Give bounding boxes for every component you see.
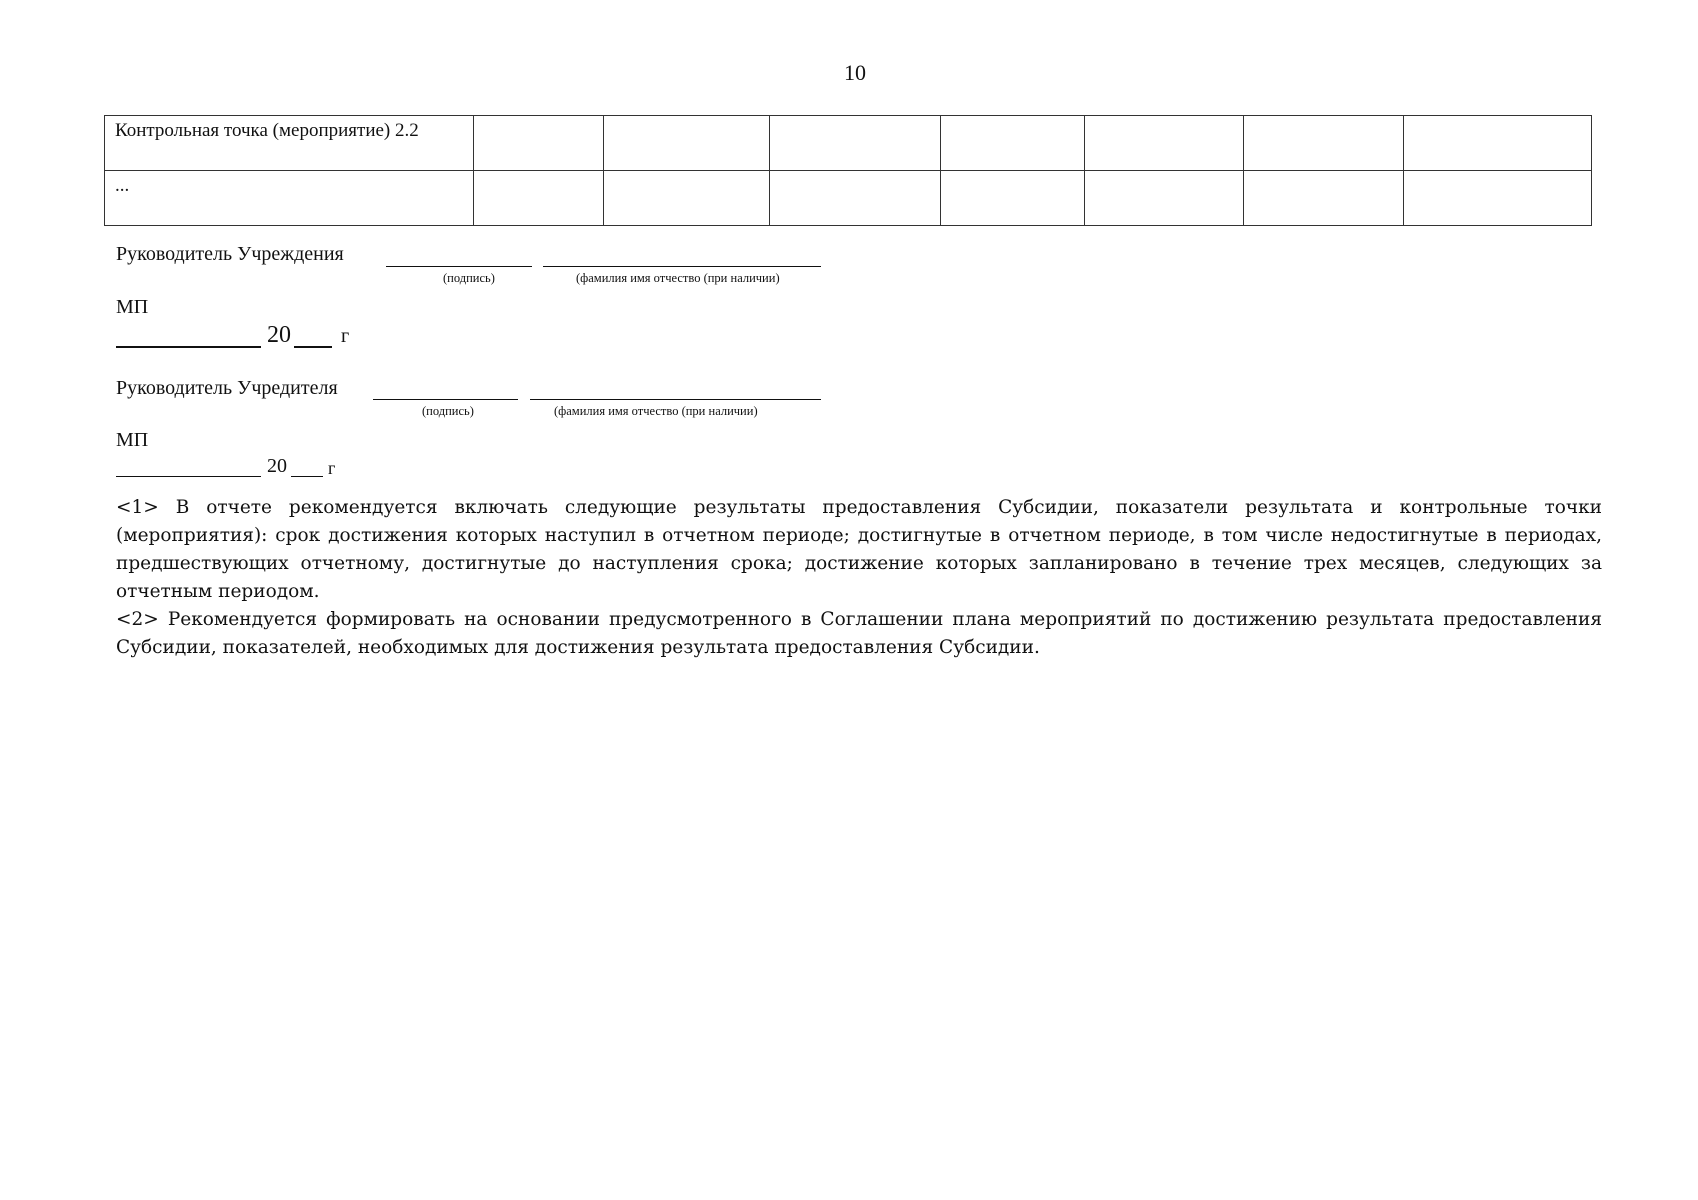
row-label: Контрольная точка (мероприятие) 2.2 xyxy=(105,116,474,171)
institution-signature-caption: (подпись) xyxy=(443,271,495,285)
institution-stamp-label: МП xyxy=(116,296,149,318)
row-label: ... xyxy=(105,171,474,226)
table-cell xyxy=(770,116,940,171)
founder-stamp-label: МП xyxy=(116,429,149,451)
table-row xyxy=(105,116,1592,171)
footnote-2: <2> Рекомендуется формировать на основании предусмотренного в Соглашении плана мероприятий по достижению результата предоставления Субсидии, показателей, необходимых для достижения результата предоставления Субсидии. xyxy=(116,609,1602,658)
institution-name-caption: (фамилия имя отчество (при наличии) xyxy=(576,271,780,285)
table-cell xyxy=(603,171,769,226)
institution-year-prefix: 20 xyxy=(267,322,291,348)
founder-year-suffix: г xyxy=(328,458,336,478)
table-cell xyxy=(1244,171,1403,226)
institution-signature-line[interactable] xyxy=(386,266,532,267)
founder-year-line[interactable] xyxy=(291,476,323,477)
report-table xyxy=(104,115,1592,226)
founder-signature-caption: (подпись) xyxy=(422,404,474,418)
institution-year-suffix: г xyxy=(341,325,350,347)
table-cell xyxy=(603,116,769,171)
founder-head-label: Руководитель Учредителя xyxy=(116,377,338,399)
table-cell xyxy=(473,116,603,171)
founder-signature-line[interactable] xyxy=(373,399,518,400)
institution-date-line[interactable] xyxy=(116,346,261,348)
table-cell xyxy=(1084,171,1243,226)
footnotes xyxy=(116,494,1602,662)
founder-name-line[interactable] xyxy=(530,399,821,400)
table-cell xyxy=(1244,116,1403,171)
institution-head-label: Руководитель Учреждения xyxy=(116,243,344,265)
table-cell xyxy=(1403,116,1591,171)
founder-date-line[interactable] xyxy=(116,476,261,477)
table-cell xyxy=(770,171,940,226)
table-row xyxy=(105,171,1592,226)
footnote-1: <1> В отчете рекомендуется включать следующие результаты предоставления Субсидии, показатели результата и контрольные точки (мероприятия): срок достижения которых наступил в отчетном периоде; достигнутые в отчетном периоде, в том числе недостигнутые в периодах, предшествующих отчетному, достигнутые до наступления срока; достижение которых запланировано в течение трех месяцев, следующих за отчетным периодом. xyxy=(116,497,1602,602)
table-cell xyxy=(940,116,1084,171)
founder-name-caption: (фамилия имя отчество (при наличии) xyxy=(554,404,758,418)
institution-name-line[interactable] xyxy=(543,266,821,267)
table-cell xyxy=(1084,116,1243,171)
institution-year-line[interactable] xyxy=(294,346,332,348)
page-number: 10 xyxy=(844,60,866,85)
table-cell xyxy=(1403,171,1591,226)
table-cell xyxy=(473,171,603,226)
founder-year-prefix: 20 xyxy=(267,455,287,477)
table-cell xyxy=(940,171,1084,226)
